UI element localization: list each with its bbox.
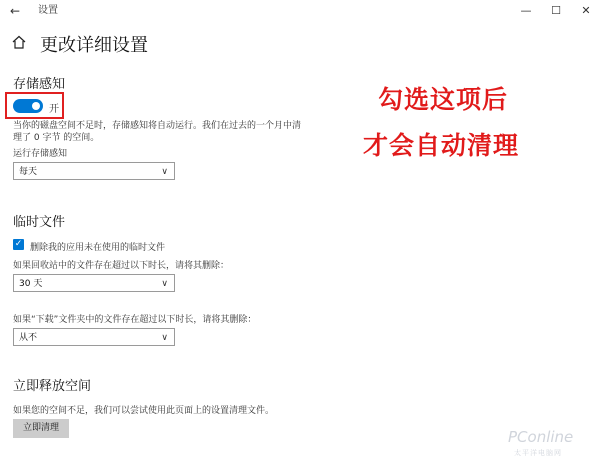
- delete-temp-files-label: 删除我的应用未在使用的临时文件: [30, 243, 166, 253]
- title-bar: [0, 0, 600, 22]
- storage-sense-description-2: 理了 0 字节 的空间。: [13, 133, 100, 143]
- recycle-bin-value: 30 天: [19, 279, 43, 289]
- run-storage-sense-label: 运行存储感知: [13, 149, 68, 159]
- free-space-description: 如果您的空间不足，我们可以尝试使用此页面上的设置清理文件。: [13, 406, 275, 416]
- page-title: 更改详细设置: [40, 35, 148, 56]
- annotation-line-1: 勾选这项后: [378, 85, 509, 114]
- back-arrow-icon[interactable]: ←: [10, 4, 21, 18]
- watermark-subtitle: 太平洋电脑网: [514, 449, 562, 457]
- run-frequency-value: 每天: [19, 167, 38, 177]
- home-icon[interactable]: [12, 34, 26, 48]
- toggle-knob: [32, 102, 40, 110]
- minimize-button[interactable]: —: [520, 4, 532, 17]
- watermark-brand: PConline: [508, 428, 574, 446]
- storage-sense-toggle[interactable]: [13, 99, 43, 113]
- temp-files-heading: 临时文件: [13, 215, 66, 230]
- chevron-down-icon: ∨: [161, 333, 168, 343]
- toggle-state-label: 开: [49, 104, 59, 115]
- storage-sense-description-1: 当你的磁盘空间不足时，存储感知将自动运行。我们在过去的一个月中清: [13, 121, 302, 131]
- chevron-down-icon: ∨: [161, 279, 168, 289]
- close-button[interactable]: ✕: [581, 4, 591, 17]
- downloads-select[interactable]: [13, 328, 175, 346]
- storage-sense-heading: 存储感知: [13, 77, 66, 92]
- recycle-bin-label: 如果回收站中的文件存在超过以下时长，请将其删除：: [13, 261, 230, 271]
- recycle-bin-select[interactable]: [13, 274, 175, 292]
- downloads-value: 从不: [19, 333, 38, 343]
- delete-temp-files-checkbox[interactable]: ✓: [14, 239, 23, 249]
- clean-now-button[interactable]: 立即清理: [13, 419, 69, 438]
- chevron-down-icon: ∨: [161, 167, 168, 177]
- maximize-button[interactable]: ☐: [551, 4, 561, 17]
- annotation-line-2: 才会自动清理: [363, 131, 520, 160]
- window-title: 设置: [38, 5, 58, 16]
- downloads-label: 如果“下载”文件夹中的文件存在超过以下时长，请将其删除：: [13, 315, 257, 325]
- run-frequency-select[interactable]: [13, 162, 175, 180]
- free-space-heading: 立即释放空间: [13, 379, 92, 394]
